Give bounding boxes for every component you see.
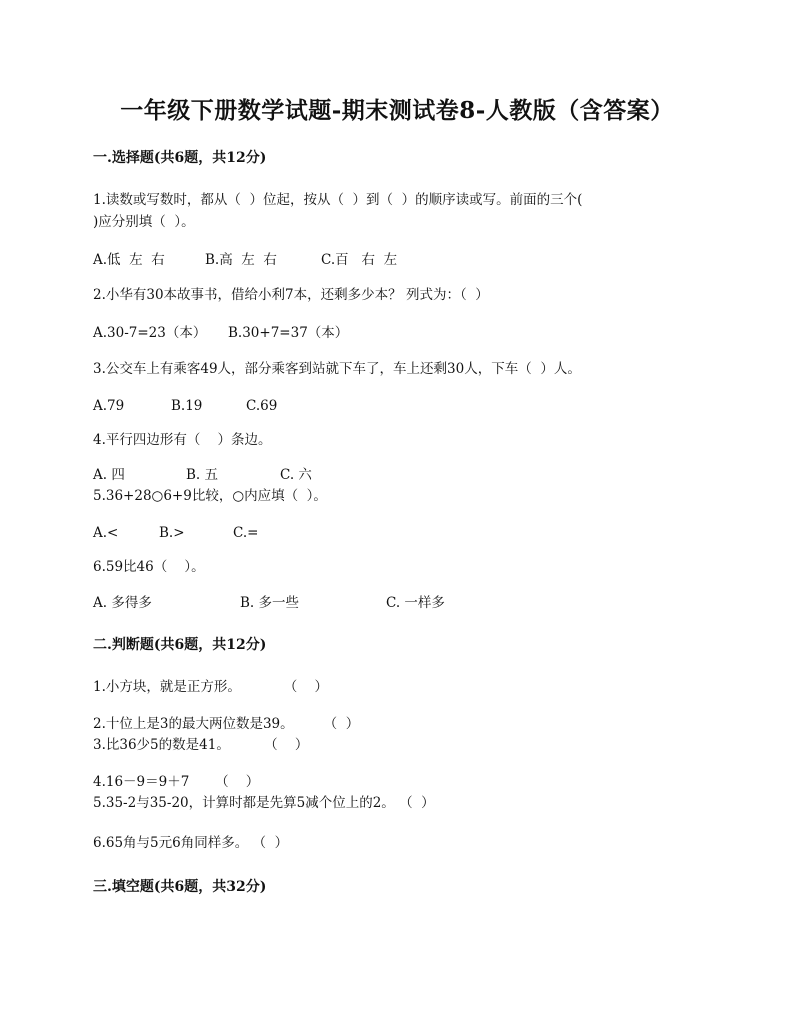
question-5-option-b: B.> xyxy=(159,525,185,541)
question-5-option-a: A.< xyxy=(93,525,119,541)
judgment-item-3: 3.比36少5的数是41。 （ ） xyxy=(93,737,309,753)
question-3-option-c: C.69 xyxy=(246,398,278,414)
question-2-option-b: B.30+7=37（本） xyxy=(228,325,349,341)
judgment-item-2: 2.十位上是3的最大两位数是39。 （ ） xyxy=(93,716,360,732)
judgment-item-4: 4.16－9＝9＋7 （ ） xyxy=(93,774,260,790)
question-1-option-b: B.高 左 右 xyxy=(205,252,277,268)
question-4-option-c: C. 六 xyxy=(280,467,312,483)
judgment-item-1: 1.小方块，就是正方形。 （ ） xyxy=(93,679,328,695)
question-2-text: 2.小华有30本故事书，借给小利7本，还剩多少本？ 列式为：（ ） xyxy=(93,287,489,303)
page-title: 一年级下册数学试题-期末测试卷8-人教版（含答案） xyxy=(120,97,674,124)
question-6-text: 6.59比46（ ）。 xyxy=(93,559,205,575)
section-heading-true-false: 二.判断题(共6题，共12分) xyxy=(93,637,267,653)
judgment-item-5: 5.35-2与35-20，计算时都是先算5减个位上的2。 （ ） xyxy=(93,795,435,811)
question-2-option-a: A.30-7=23（本） xyxy=(93,325,207,341)
question-6-option-a: A. 多得多 xyxy=(93,595,152,611)
question-1-text: 1.读数或写数时，都从（ ）位起，按从（ ）到（ ）的顺序读或写。前面的三个( xyxy=(93,192,583,208)
question-3-option-b: B.19 xyxy=(171,398,203,414)
question-6-option-b: B. 多一些 xyxy=(240,595,300,611)
section-heading-multiple-choice: 一.选择题(共6题，共12分) xyxy=(93,150,267,166)
question-3-option-a: A.79 xyxy=(93,398,125,414)
question-4-text: 4.平行四边形有（ ）条边。 xyxy=(93,432,272,448)
question-6-option-c: C. 一样多 xyxy=(386,595,445,611)
question-5-text: 5.36+28○6+9比较，○内应填（ ）。 xyxy=(93,488,327,504)
question-4-option-b: B. 五 xyxy=(186,467,219,483)
section-heading-fill-in: 三.填空题(共6题，共32分) xyxy=(93,879,267,895)
question-4-option-a: A. 四 xyxy=(93,467,125,483)
question-5-option-c: C.= xyxy=(233,525,259,541)
question-1-text-cont: )应分别填（ ）。 xyxy=(93,214,195,230)
question-1-option-c: C.百 右 左 xyxy=(321,252,398,268)
judgment-item-6: 6.65角与5元6角同样多。 （ ） xyxy=(93,835,289,851)
question-3-text: 3.公交车上有乘客49人，部分乘客到站就下车了，车上还剩30人，下车（ ）人。 xyxy=(93,361,581,377)
question-1-option-a: A.低 左 右 xyxy=(93,252,165,268)
